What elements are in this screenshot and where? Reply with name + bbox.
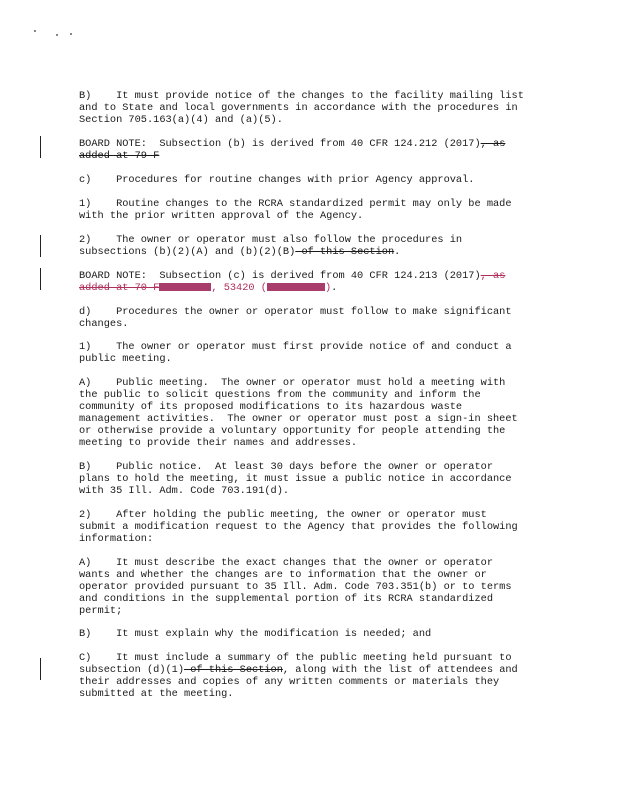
board-note-c-red: , 53420 ( [211,282,267,294]
redaction-mark [159,283,211,291]
paragraph-d1: 1) The owner or operator must first provide notice of and conduct a public meeting. [79,341,512,365]
change-bar [40,235,41,257]
paragraph-c2-deleted: of this Section [295,246,395,258]
paragraph-d2c-text: C) It must include a summary of the public meeting held pursuant to subsection (d)(1) [79,652,512,676]
board-note-b-deleted: , as added at 79 F [79,138,506,162]
paragraph-c-heading: c) Procedures for routine changes with prior Agency approval. [79,174,475,186]
scan-speck [34,30,36,32]
board-note-c-text: BOARD NOTE: Subsection (c) is derived from 40 CFR 124.213 (2017) [79,270,481,282]
paragraph-c2 [79,234,549,258]
board-note-b-text: BOARD NOTE: Subsection (b) is derived from 40 CFR 124.212 (2017) [79,138,481,150]
paragraph-d2a: A) It must describe the exact changes that the owner or operator wants and whether the changes are to information that the owner or operator provided pursuant to 35 Ill. Adm. Code 703.351(b) or to terms and conditions in the supplemental portion of its RCRA standardized permit; [79,557,512,617]
redaction-mark [267,283,325,291]
paragraph-d2c-deleted: of this Section [184,664,283,676]
change-bar [40,268,41,290]
paragraph-d-heading: d) Procedures the owner or operator must follow to make significant changes. [79,306,512,330]
paragraph-b-notice: B) It must provide notice of the changes to the facility mailing list and to State and local governments in accordance with the procedures in Section 705.163(a)(4) and (a)(5). [79,90,524,126]
paragraph-d2b: B) It must explain why the modification is needed; and [79,628,432,640]
paragraph-c2-text: 2) The owner or operator must also follow the procedures in subsections (b)(2)(A) and (b)(2)(B) [79,234,463,258]
board-note-c-deleted: , as added at 70 F [79,270,506,294]
scan-speck [56,34,58,36]
paragraph-d2: 2) After holding the public meeting, the owner or operator must submit a modification request to the Agency that provides the following information: [79,509,518,545]
scan-speck [70,33,72,35]
paragraph-d1a: A) Public meeting. The owner or operator must hold a meeting with the public to solicit questions from the community and inform the community of its proposed modifications to its hazardous waste management activities. The owner or operator must post a sign-in sheet or otherwise provide a voluntary opportunity for people attending the meeting to provide their names and addresses. [79,377,518,449]
paragraph-c1: 1) Routine changes to the RCRA standardized permit may only be made with the prior written approval of the Agency. [79,198,512,222]
paragraph-d1b: B) Public notice. At least 30 days before the owner or operator plans to hold the meeting, it must issue a public notice in accordance with 35 Ill. Adm. Code 703.191(d). [79,461,512,497]
change-bar [40,658,41,680]
paragraph-d2c-rest: , along with the list of attendees and their addresses and copies of any written comments or materials they submitted at the meeting. [79,664,518,700]
paragraph-c2-end: . [394,246,401,258]
board-note-b [79,138,549,162]
paragraph-d2c [79,652,549,700]
board-note-c-period: . [331,282,338,294]
board-note-c [79,270,549,294]
board-note-c-red-end: ) [324,282,332,294]
change-bar [40,136,41,158]
